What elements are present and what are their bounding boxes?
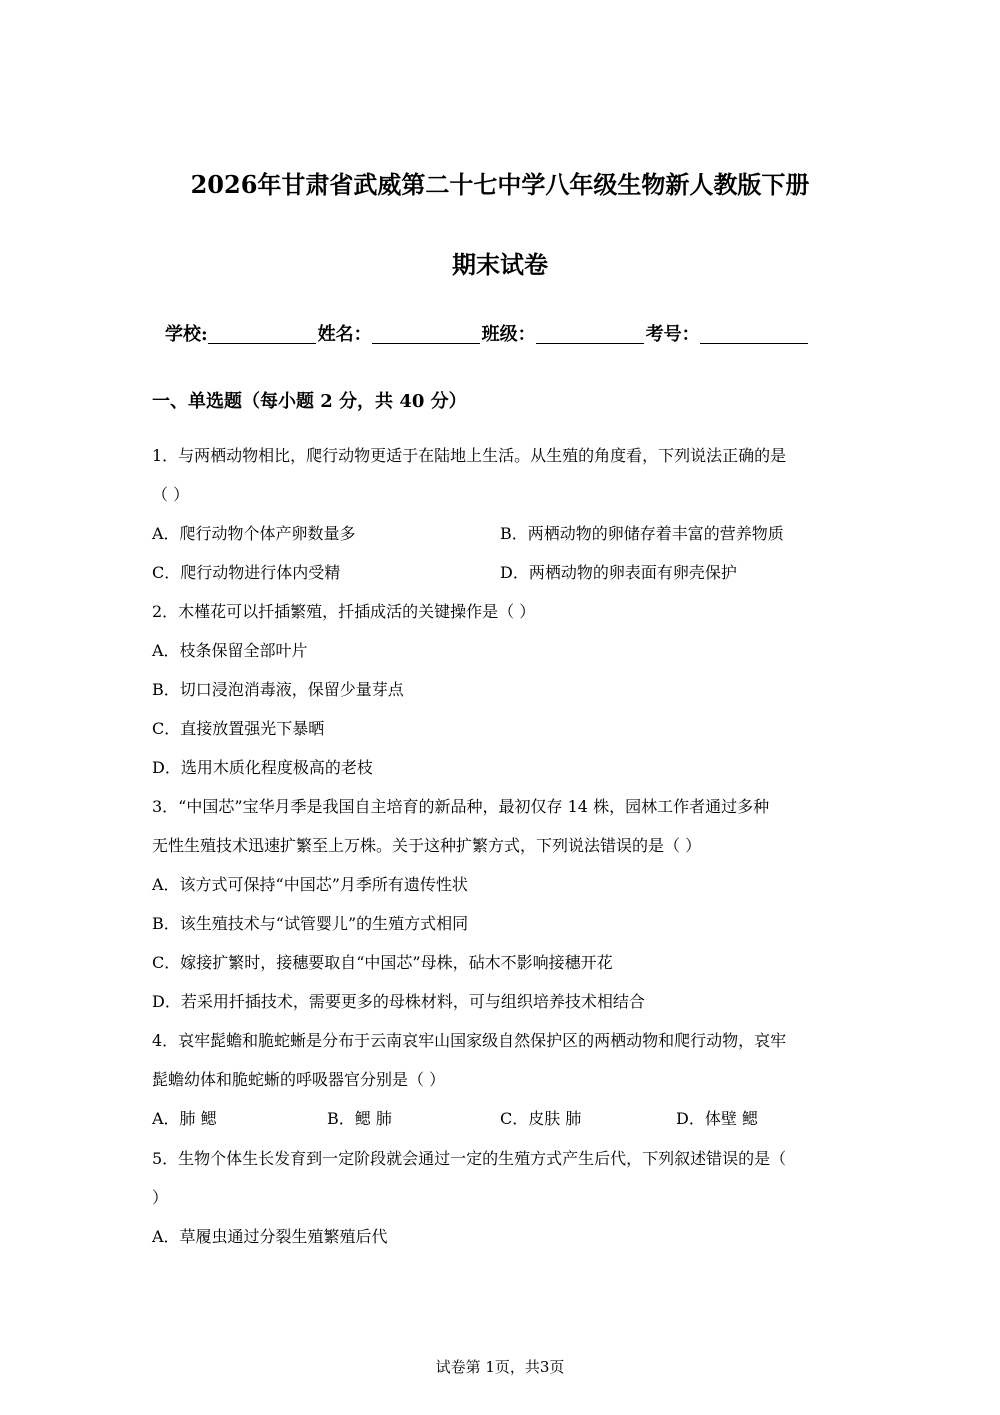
q5-stem-line-2: ） [152, 1188, 169, 1207]
name-label: 姓名： [317, 324, 372, 345]
q3-option-b[interactable]: B．该生殖技术与“试管婴儿”的生殖方式相同 [152, 914, 469, 933]
q4-option-b[interactable]: B．鳃 肺 [327, 1109, 392, 1128]
class-label: 班级： [481, 324, 536, 345]
school-blank[interactable] [208, 323, 316, 344]
q2-option-a[interactable]: A．枝条保留全部叶片 [152, 641, 308, 660]
q4-option-d[interactable]: D．体壁 鳃 [676, 1109, 758, 1128]
q3-option-c[interactable]: C．嫁接扩繁时，接穗要取自“中国芯”母株，砧木不影响接穗开花 [152, 953, 613, 972]
number-blank[interactable] [700, 323, 808, 344]
school-label: 学校: [165, 324, 208, 345]
q3-option-d[interactable]: D．若采用扦插技术，需要更多的母株材料，可与组织培养技术相结合 [152, 992, 645, 1011]
q1-stem-line-2: （ ） [152, 485, 190, 504]
q1-option-d[interactable]: D．两栖动物的卵表面有卵壳保护 [500, 563, 737, 582]
q2-option-c[interactable]: C．直接放置强光下暴晒 [152, 719, 325, 738]
q3-stem-line-1: 3．“中国芯”宝华月季是我国自主培育的新品种，最初仅存 14 株，园林工作者通过多种 [152, 797, 770, 816]
exam-title-line-1: 2026年甘肃省武威第二十七中学八年级生物新人教版下册 [190, 170, 810, 199]
q1-option-c[interactable]: C．爬行动物进行体内受精 [152, 563, 341, 582]
q4-stem-line-1: 4．哀牢髭蟾和脆蛇蜥是分布于云南哀牢山国家级自然保护区的两栖动物和爬行动物，哀牢 [152, 1031, 787, 1050]
name-blank[interactable] [372, 323, 480, 344]
student-info-row [165, 322, 810, 348]
q3-option-a[interactable]: A．该方式可保持“中国芯”月季所有遗传性状 [152, 875, 468, 894]
number-label: 考号： [645, 324, 700, 345]
q2-stem: 2．木槿花可以扦插繁殖，扦插成活的关键操作是（ ） [152, 602, 536, 621]
class-blank[interactable] [536, 323, 644, 344]
exam-title-line-2: 期末试卷 [452, 250, 548, 279]
q2-option-d[interactable]: D．选用木质化程度极高的老枝 [152, 758, 373, 777]
q3-stem-line-2: 无性生殖技术迅速扩繁至上万株。关于这种扩繁方式，下列说法错误的是（ ） [152, 836, 702, 855]
q5-option-a[interactable]: A．草履虫通过分裂生殖繁殖后代 [152, 1227, 388, 1246]
section-heading: 一、单选题（每小题 2 分，共 40 分） [152, 391, 467, 412]
q4-option-c[interactable]: C．皮肤 肺 [500, 1109, 582, 1128]
q5-stem-line-1: 5．生物个体生长发育到一定阶段就会通过一定的生殖方式产生后代，下列叙述错误的是（ [152, 1149, 787, 1168]
q1-stem-line-1: 1．与两栖动物相比，爬行动物更适于在陆地上生活。从生殖的角度看，下列说法正确的是 [152, 446, 787, 465]
q4-stem-line-2: 髭蟾幼体和脆蛇蜥的呼吸器官分别是（ ） [152, 1070, 446, 1089]
q2-option-b[interactable]: B．切口浸泡消毒液，保留少量芽点 [152, 680, 404, 699]
q1-option-b[interactable]: B．两栖动物的卵储存着丰富的营养物质 [500, 524, 784, 543]
q4-option-a[interactable]: A．肺 鳃 [152, 1109, 217, 1128]
q1-option-a[interactable]: A．爬行动物个体产卵数量多 [152, 524, 356, 543]
page-footer: 试卷第 1页，共3页 [435, 1358, 565, 1376]
